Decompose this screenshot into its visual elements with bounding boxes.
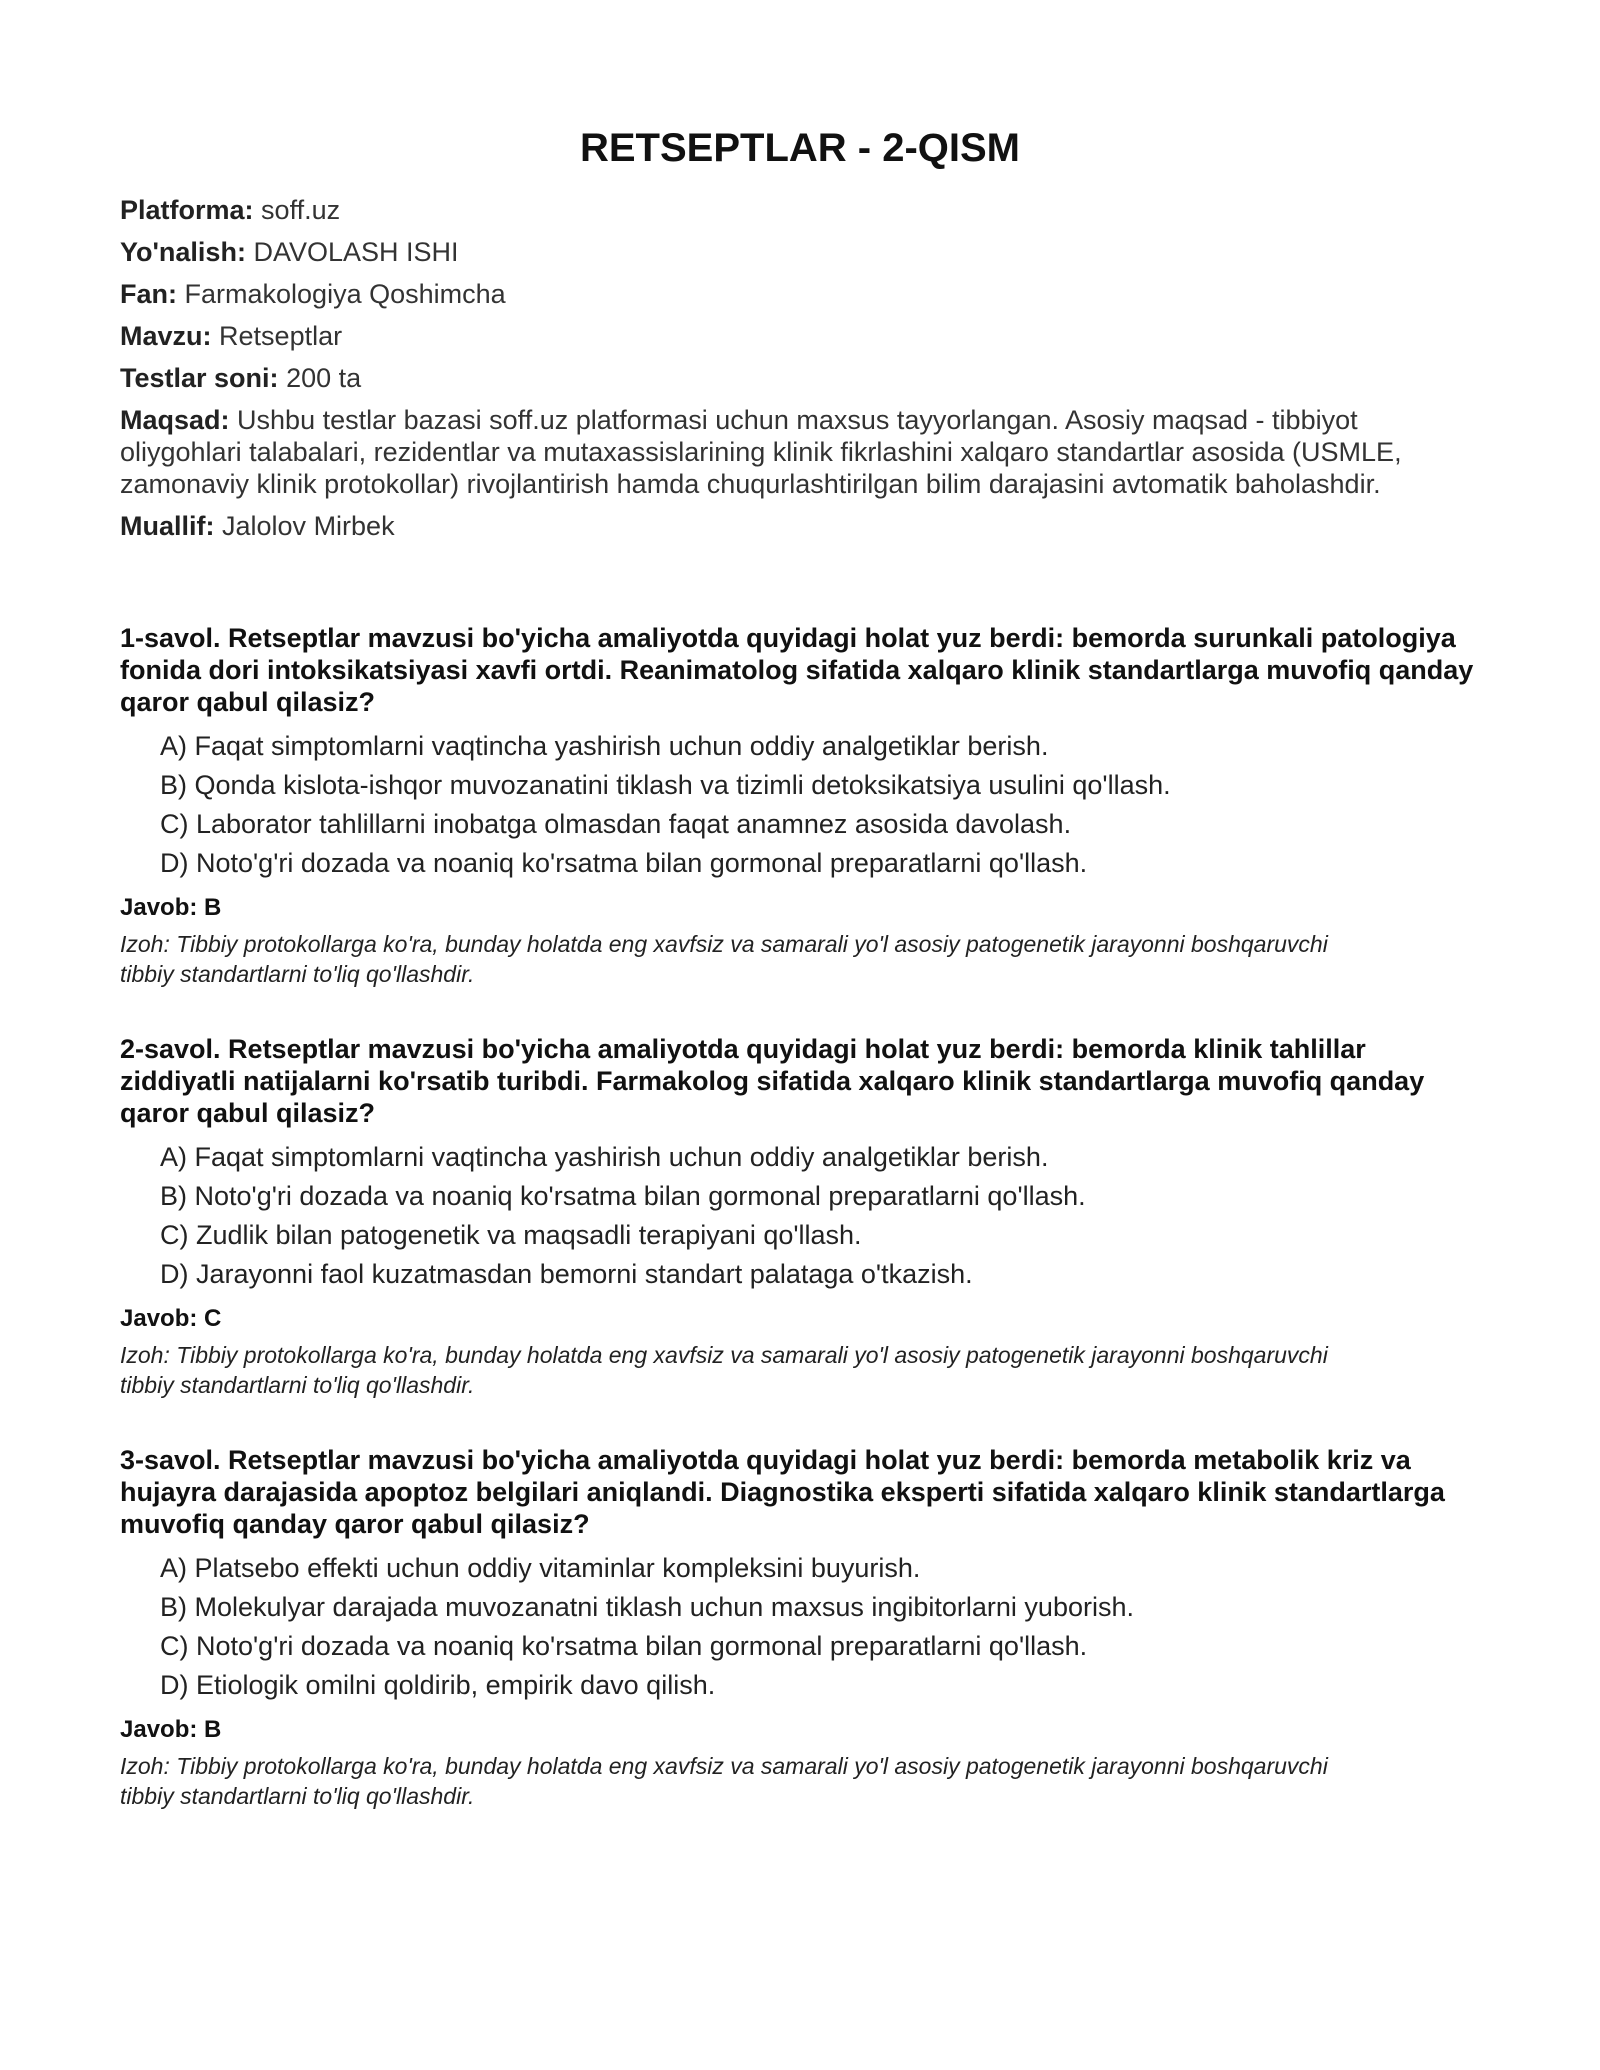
option-b: B) Noto'g'ri dozada va noaniq ko'rsatma bilan gormonal preparatlarni qo'llash.: [160, 1181, 1086, 1211]
meta-direction: [120, 236, 1480, 268]
explanation-note: Izoh: Tibbiy protokollarga ko'ra, bunday holatda eng xavfsiz va samarali yo'l asosiy patogenetik jarayonni boshqaruvchi tibbiy standartlarni to'liq qo'llashdir.: [120, 1753, 1328, 1809]
meta-value: Jalolov Mirbek: [222, 511, 395, 541]
answer-label: Javob: B: [120, 894, 222, 921]
meta-label: Yo'nalish:: [120, 237, 246, 267]
question-3: [120, 1444, 1480, 1811]
meta-value: 200 ta: [286, 363, 362, 393]
meta-value: DAVOLASH ISHI: [253, 237, 459, 267]
option-a: A) Faqat simptomlarni vaqtincha yashirish uchun oddiy analgetiklar berish.: [160, 1142, 1049, 1172]
meta-label: Muallif:: [120, 511, 215, 541]
answer-label: Javob: C: [120, 1305, 222, 1332]
option-c: C) Noto'g'ri dozada va noaniq ko'rsatma bilan gormonal preparatlarni qo'llash.: [160, 1631, 1088, 1661]
explanation-note: Izoh: Tibbiy protokollarga ko'ra, bunday holatda eng xavfsiz va samarali yo'l asosiy patogenetik jarayonni boshqaruvchi tibbiy standartlarni to'liq qo'llashdir.: [120, 1342, 1328, 1398]
questions-list: [120, 622, 1480, 1811]
option-d: D) Jarayonni faol kuzatmasdan bemorni standart palataga o'tkazish.: [160, 1259, 973, 1289]
options-list: [120, 1141, 1480, 1290]
option-c: C) Zudlik bilan patogenetik va maqsadli terapiyani qo'llash.: [160, 1220, 862, 1250]
meta-value: Retseptlar: [219, 321, 343, 351]
options-list: [120, 1552, 1480, 1701]
meta-value: Ushbu testlar bazasi soff.uz platformasi uchun maxsus tayyorlangan. Asosiy maqsad - tibbiyot oliygohlari talabalari, rezidentlar va mutaxassislarining klinik fikrlashini xalqaro standartlar asosida (USMLE, zamonaviy klinik protokollar) rivojlantirish hamda chuqurlashtirilgan bilim darajasini avtomatik baholashdir.: [120, 405, 1402, 499]
option-a: A) Faqat simptomlarni vaqtincha yashirish uchun oddiy analgetiklar berish.: [160, 731, 1049, 761]
meta-purpose: [120, 404, 1480, 500]
meta-label: Mavzu:: [120, 321, 212, 351]
option-d: D) Etiologik omilni qoldirib, empirik davo qilish.: [160, 1670, 716, 1700]
option-b: B) Qonda kislota-ishqor muvozanatini tiklash va tizimli detoksikatsiya usulini qo'llash.: [160, 770, 1171, 800]
meta-label: Testlar soni:: [120, 363, 279, 393]
question-1: [120, 622, 1480, 989]
meta-label: Platforma:: [120, 195, 254, 225]
meta-value: soff.uz: [261, 195, 341, 225]
option-b: B) Molekulyar darajada muvozanatni tiklash uchun maxsus ingibitorlarni yuborish.: [160, 1592, 1134, 1622]
metadata-section: [120, 194, 1480, 542]
explanation-note: Izoh: Tibbiy protokollarga ko'ra, bunday holatda eng xavfsiz va samarali yo'l asosiy patogenetik jarayonni boshqaruvchi tibbiy standartlarni to'liq qo'llashdir.: [120, 931, 1328, 987]
option-d: D) Noto'g'ri dozada va noaniq ko'rsatma bilan gormonal preparatlarni qo'llash.: [160, 848, 1088, 878]
meta-author: [120, 510, 1480, 542]
meta-value: Farmakologiya Qoshimcha: [184, 279, 506, 309]
meta-test-count: [120, 362, 1480, 394]
question-text: 1-savol. Retseptlar mavzusi bo'yicha amaliyotda quyidagi holat yuz berdi: bemorda surunkali patologiya fonida dori intoksikatsiyasi xavfi ortdi. Reanimatolog sifatida xalqaro klinik standartlarga muvofiq qanday qaror qabul qilasiz?: [120, 623, 1474, 717]
option-a: A) Platsebo effekti uchun oddiy vitaminlar kompleksini buyurish.: [160, 1553, 921, 1583]
options-list: [120, 730, 1480, 879]
question-text: 2-savol. Retseptlar mavzusi bo'yicha amaliyotda quyidagi holat yuz berdi: bemorda klinik tahlillar ziddiyatli natijalarni ko'rsatib turibdi. Farmakolog sifatida xalqaro klinik standartlarga muvofiq qanday qaror qabul qilasiz?: [120, 1034, 1425, 1128]
question-text: 3-savol. Retseptlar mavzusi bo'yicha amaliyotda quyidagi holat yuz berdi: bemorda metabolik kriz va hujayra darajasida apoptoz belgilari aniqlandi. Diagnostika eksperti sifatida xalqaro klinik standartlarga muvofiq qanday qaror qabul qilasiz?: [120, 1445, 1445, 1539]
document-title: RETSEPTLAR - 2-QISM: [579, 126, 1021, 170]
document-page: [120, 0, 1480, 1855]
meta-subject: [120, 278, 1480, 310]
option-c: C) Laborator tahlillarni inobatga olmasdan faqat anamnez asosida davolash.: [160, 809, 1072, 839]
meta-label: Fan:: [120, 279, 177, 309]
meta-label: Maqsad:: [120, 405, 230, 435]
question-2: [120, 1033, 1480, 1400]
meta-topic: [120, 320, 1480, 352]
meta-platform: [120, 194, 1480, 226]
answer-label: Javob: B: [120, 1716, 222, 1743]
